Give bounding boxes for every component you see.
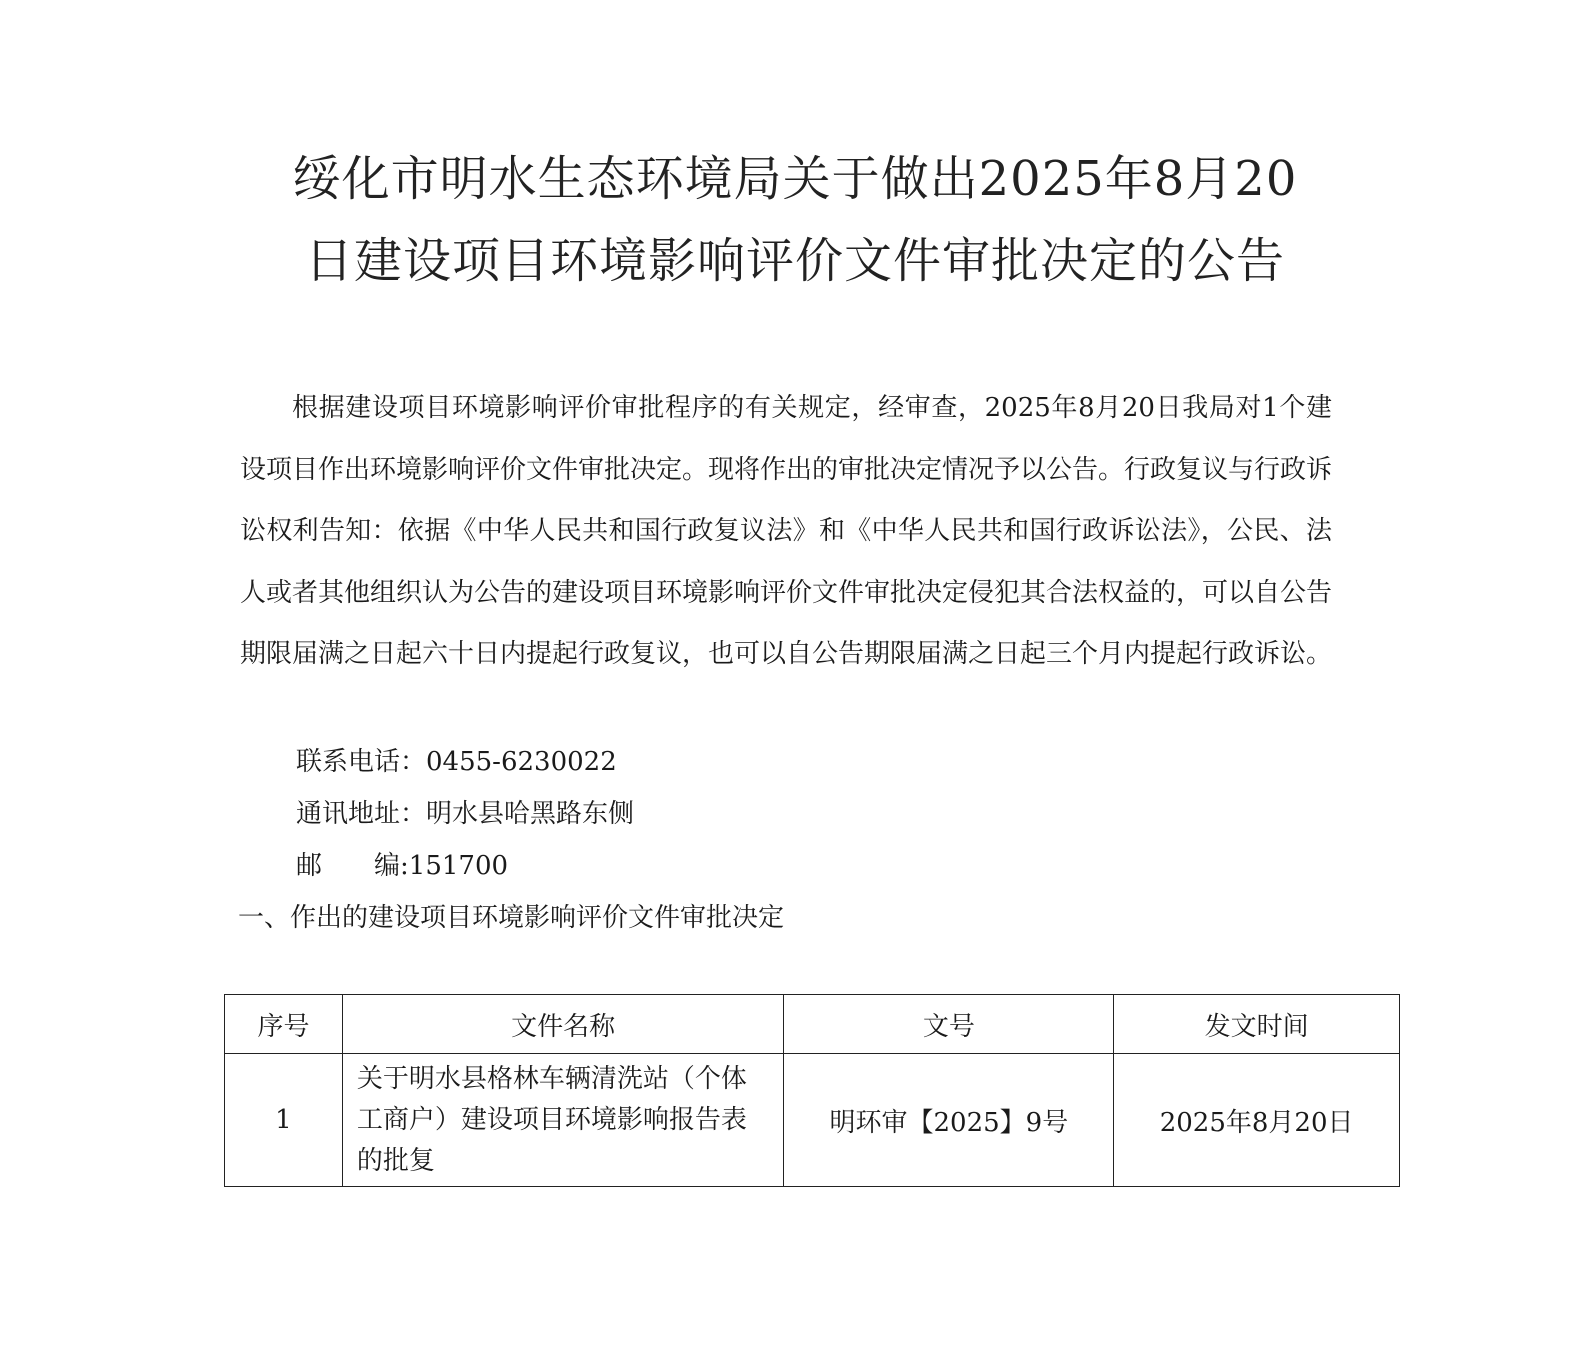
title-line-1: 绥化市明水生态环境局关于做出2025年8月20 [292,151,1298,207]
decision-table [224,994,1400,1187]
header-file-name: 文件名称 [342,995,784,1054]
cell-file-name: 关于明水县格林车辆清洗站（个体工商户）建设项目环境影响报告表的批复 [342,1054,784,1187]
header-seq: 序号 [225,995,343,1054]
section-heading: 一、作出的建设项目环境影响评价文件审批决定 [238,903,785,933]
header-doc-number: 文号 [784,995,1114,1054]
contact-address: 通讯地址：明水县哈黑路东侧 [296,799,635,829]
body-paragraph-block [240,378,1332,686]
table-row [225,1054,1400,1187]
postal-code [296,846,508,886]
document-title [200,138,1390,302]
cell-seq: 1 [225,1054,343,1187]
body-paragraph: 根据建设项目环境影响评价审批程序的有关规定，经审查，2025年8月20日我局对1个建设项目作出环境影响评价文件审批决定。现将作出的审批决定情况予以公告。行政复议与行政诉讼权利告知：依据《中华人民共和国行政复议法》和《中华人民共和国行政诉讼法》，公民、法人或者其他组织认为公告的建设项目环境影响评价文件审批决定侵犯其合法权益的，可以自公告期限届满之日起六十日内提起行政复议，也可以自公告期限届满之日起三个月内提起行政诉讼。 [240,393,1333,669]
table-header-row [225,995,1400,1054]
postal-label-1: 邮 [296,851,323,881]
title-line-2: 日建设项目环境影响评价文件审批决定的公告 [304,233,1285,289]
cell-doc-number: 明环审【2025】9号 [784,1054,1114,1187]
postal-label-2: 编:151700 [374,851,509,881]
contact-phone: 联系电话：0455-6230022 [296,747,617,777]
cell-issue-date: 2025年8月20日 [1114,1054,1400,1187]
header-issue-date: 发文时间 [1114,995,1400,1054]
